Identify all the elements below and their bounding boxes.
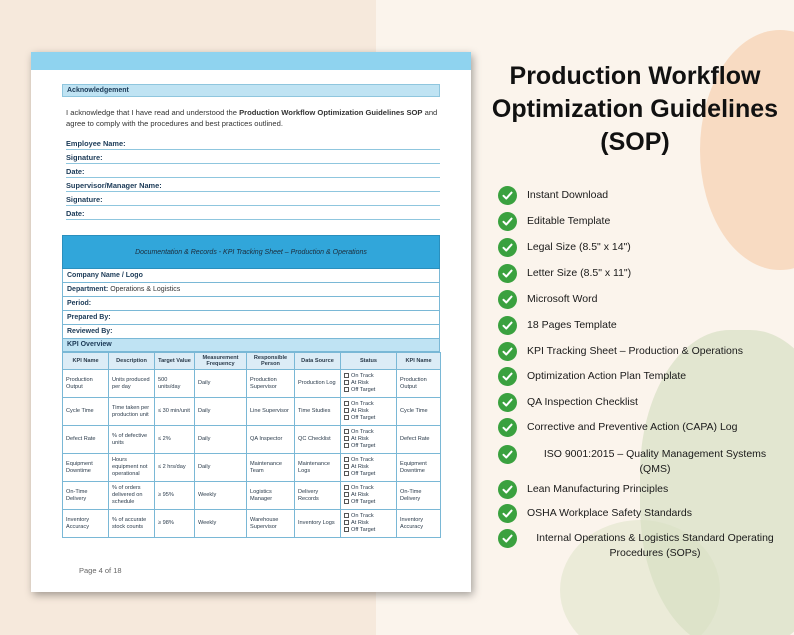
table-row: [63, 426, 441, 454]
check-circle-icon: [498, 264, 517, 283]
table-cell: Warehouse Supervisor: [247, 510, 295, 538]
status-label: At Risk: [351, 436, 369, 442]
status-label: On Track: [351, 485, 374, 491]
checkbox-icon[interactable]: [344, 387, 349, 392]
checkbox-icon[interactable]: [344, 527, 349, 532]
check-circle-icon: [498, 342, 517, 361]
feature-item: [498, 186, 794, 205]
feature-item: [498, 264, 794, 283]
status-label: On Track: [351, 373, 374, 379]
status-option[interactable]: [344, 464, 393, 471]
feature-label: Letter Size (8.5" x 11"): [527, 267, 632, 279]
table-cell: Defect Rate: [63, 426, 109, 454]
status-label: Off Target: [351, 499, 376, 505]
status-option[interactable]: [344, 415, 393, 422]
checkbox-icon[interactable]: [344, 408, 349, 413]
checkbox-icon[interactable]: [344, 380, 349, 385]
table-cell: ≤ 30 min/unit: [155, 398, 195, 426]
feature-item: [498, 316, 794, 335]
table-cell: Line Supervisor: [247, 398, 295, 426]
status-label: At Risk: [351, 492, 369, 498]
table-cell: Time taken per production unit: [109, 398, 155, 426]
check-circle-icon: [498, 393, 517, 412]
table-cell: Equipment Downtime: [63, 454, 109, 482]
status-option[interactable]: [344, 387, 393, 394]
signature-field: Signature:: [66, 150, 440, 164]
status-option[interactable]: [344, 380, 393, 387]
status-label: Off Target: [351, 443, 376, 449]
table-cell: Hours equipment not operational: [109, 454, 155, 482]
status-cell: [341, 482, 397, 510]
table-cell: Inventory Logs: [295, 510, 341, 538]
checkbox-icon[interactable]: [344, 436, 349, 441]
status-label: At Risk: [351, 408, 369, 414]
kpi-title: Documentation & Records - KPI Tracking Sheet – Production & Operations: [62, 235, 440, 269]
checkbox-icon[interactable]: [344, 373, 349, 378]
check-circle-icon: [498, 480, 517, 499]
table-cell: QC Checklist: [295, 426, 341, 454]
kpi-table: [62, 352, 441, 538]
status-label: At Risk: [351, 464, 369, 470]
checkbox-icon[interactable]: [344, 401, 349, 406]
table-cell: Daily: [195, 370, 247, 398]
status-option[interactable]: [344, 499, 393, 506]
status-label: At Risk: [351, 380, 369, 386]
column-header: KPI Name: [397, 353, 441, 370]
column-header: Target Value: [155, 353, 195, 370]
table-row: [63, 454, 441, 482]
feature-label: Instant Download: [527, 189, 609, 201]
table-cell: Defect Rate: [397, 426, 441, 454]
status-label: Off Target: [351, 527, 376, 533]
feature-item: [498, 290, 794, 309]
supervisor-name-field: Supervisor/Manager Name:: [66, 178, 440, 192]
feature-label: Optimization Action Plan Template: [527, 370, 687, 382]
feature-item: [498, 529, 794, 561]
status-label: On Track: [351, 429, 374, 435]
status-cell: [341, 398, 397, 426]
table-cell: QA Inspector: [247, 426, 295, 454]
feature-label: Microsoft Word: [527, 293, 598, 305]
table-cell: % of defective units: [109, 426, 155, 454]
check-circle-icon: [498, 316, 517, 335]
status-option[interactable]: [344, 513, 393, 520]
feature-item: [498, 238, 794, 257]
status-label: Off Target: [351, 387, 376, 393]
table-cell: Production Output: [63, 370, 109, 398]
feature-label: KPI Tracking Sheet – Production & Operations: [527, 345, 743, 357]
status-option[interactable]: [344, 457, 393, 464]
status-cell: [341, 510, 397, 538]
product-title: Production Workflow Optimization Guidelines (SOP): [491, 62, 779, 156]
checkbox-icon[interactable]: [344, 457, 349, 462]
check-circle-icon: [498, 418, 517, 437]
table-cell: Daily: [195, 398, 247, 426]
check-circle-icon: [498, 367, 517, 386]
checkbox-icon[interactable]: [344, 415, 349, 420]
table-cell: Production Output: [397, 370, 441, 398]
check-circle-icon: [498, 504, 517, 523]
feature-item: [498, 480, 794, 499]
table-cell: On-Time Delivery: [397, 482, 441, 510]
column-header: Description: [109, 353, 155, 370]
check-circle-icon: [498, 529, 517, 548]
status-option[interactable]: [344, 429, 393, 436]
feature-item: [498, 418, 794, 437]
table-cell: Weekly: [195, 482, 247, 510]
period-row: Period:: [62, 297, 440, 311]
table-cell: Maintenance Logs: [295, 454, 341, 482]
status-cell: [341, 454, 397, 482]
status-option[interactable]: [344, 443, 393, 450]
checkbox-icon[interactable]: [344, 485, 349, 490]
kpi-overview-heading: KPI Overview: [62, 339, 440, 352]
table-cell: Production Supervisor: [247, 370, 295, 398]
status-option[interactable]: [344, 436, 393, 443]
table-row: [63, 398, 441, 426]
feature-item: [498, 367, 794, 386]
date-field: Date:: [66, 164, 440, 178]
status-option[interactable]: [344, 471, 393, 478]
status-label: At Risk: [351, 520, 369, 526]
employee-name-field: Employee Name:: [66, 136, 440, 150]
table-cell: On-Time Delivery: [63, 482, 109, 510]
status-option[interactable]: [344, 527, 393, 534]
table-cell: ≥ 95%: [155, 482, 195, 510]
status-label: On Track: [351, 513, 374, 519]
feature-label: QA Inspection Checklist: [527, 396, 638, 408]
status-option[interactable]: [344, 485, 393, 492]
status-label: Off Target: [351, 415, 376, 421]
table-row: [63, 510, 441, 538]
checkbox-icon[interactable]: [344, 471, 349, 476]
feature-item: [498, 504, 794, 523]
prepared-by-row: Prepared By:: [62, 311, 440, 325]
acknowledgement-heading: Acknowledgement: [62, 84, 440, 97]
signature-field: Signature:: [66, 192, 440, 206]
feature-item: [498, 393, 794, 412]
feature-label: Lean Manufacturing Principles: [527, 483, 669, 495]
status-cell: [341, 426, 397, 454]
header-band: [31, 52, 471, 70]
table-cell: % of orders delivered on schedule: [109, 482, 155, 510]
status-label: On Track: [351, 457, 374, 463]
date-field: Date:: [66, 206, 440, 220]
table-cell: Daily: [195, 426, 247, 454]
check-circle-icon: [498, 445, 517, 464]
table-cell: Daily: [195, 454, 247, 482]
table-cell: Logistics Manager: [247, 482, 295, 510]
table-cell: ≥ 98%: [155, 510, 195, 538]
checkbox-icon[interactable]: [344, 429, 349, 434]
feature-item: [498, 342, 794, 361]
kpi-tracking-sheet: [62, 235, 440, 538]
checkbox-icon[interactable]: [344, 513, 349, 518]
table-cell: % of accurate stock counts: [109, 510, 155, 538]
checkbox-icon[interactable]: [344, 464, 349, 469]
feature-label: 18 Pages Template: [527, 319, 617, 331]
status-cell: [341, 370, 397, 398]
column-header: Measurement Frequency: [195, 353, 247, 370]
page-number: Page 4 of 18: [79, 566, 122, 575]
table-cell: Units produced per day: [109, 370, 155, 398]
feature-label: OSHA Workplace Safety Standards: [527, 507, 692, 519]
table-cell: Cycle Time: [63, 398, 109, 426]
feature-item: [498, 212, 794, 231]
check-circle-icon: [498, 212, 517, 231]
feature-item: [498, 445, 794, 477]
feature-label: Internal Operations & Logistics Standard Operating Procedures (SOPs): [536, 532, 774, 559]
feature-label: ISO 9001:2015 – Quality Management Systems (QMS): [543, 448, 767, 475]
status-label: Off Target: [351, 471, 376, 477]
feature-label: Corrective and Preventive Action (CAPA) Log: [527, 421, 738, 433]
check-circle-icon: [498, 290, 517, 309]
checkbox-icon[interactable]: [344, 443, 349, 448]
table-cell: 500 units/day: [155, 370, 195, 398]
table-cell: ≤ 2 hrs/day: [155, 454, 195, 482]
feature-label: Editable Template: [527, 215, 611, 227]
table-row: [63, 370, 441, 398]
table-cell: Inventory Accuracy: [397, 510, 441, 538]
status-option[interactable]: [344, 401, 393, 408]
check-circle-icon: [498, 238, 517, 257]
status-option[interactable]: [344, 373, 393, 380]
status-label: On Track: [351, 401, 374, 407]
column-header: Data Source: [295, 353, 341, 370]
status-option[interactable]: [344, 492, 393, 499]
table-cell: Weekly: [195, 510, 247, 538]
status-option[interactable]: [344, 408, 393, 415]
check-circle-icon: [498, 186, 517, 205]
table-header: [63, 353, 441, 370]
checkbox-icon[interactable]: [344, 499, 349, 504]
table-cell: Delivery Records: [295, 482, 341, 510]
column-header: Responsible Person: [247, 353, 295, 370]
table-row: [63, 482, 441, 510]
column-header: Status: [341, 353, 397, 370]
table-cell: Cycle Time: [397, 398, 441, 426]
feature-label: Legal Size (8.5" x 14"): [527, 241, 631, 253]
checkbox-icon[interactable]: [344, 520, 349, 525]
table-cell: Inventory Accuracy: [63, 510, 109, 538]
table-cell: Production Log: [295, 370, 341, 398]
table-body: [63, 370, 441, 538]
document-page: [31, 52, 471, 592]
column-header: KPI Name: [63, 353, 109, 370]
company-row: Company Name / Logo: [62, 269, 440, 283]
department-row: Department: Operations & Logistics: [62, 283, 440, 297]
table-cell: ≤ 2%: [155, 426, 195, 454]
table-cell: Equipment Downtime: [397, 454, 441, 482]
status-option[interactable]: [344, 520, 393, 527]
table-cell: Time Studies: [295, 398, 341, 426]
checkbox-icon[interactable]: [344, 492, 349, 497]
reviewed-by-row: Reviewed By:: [62, 325, 440, 339]
acknowledgement-text: I acknowledge that I have read and understood the Production Workflow Optimization Guidelines SOP and agree to comply with the procedures and best practices outlined.: [66, 108, 438, 128]
table-cell: Maintenance Team: [247, 454, 295, 482]
